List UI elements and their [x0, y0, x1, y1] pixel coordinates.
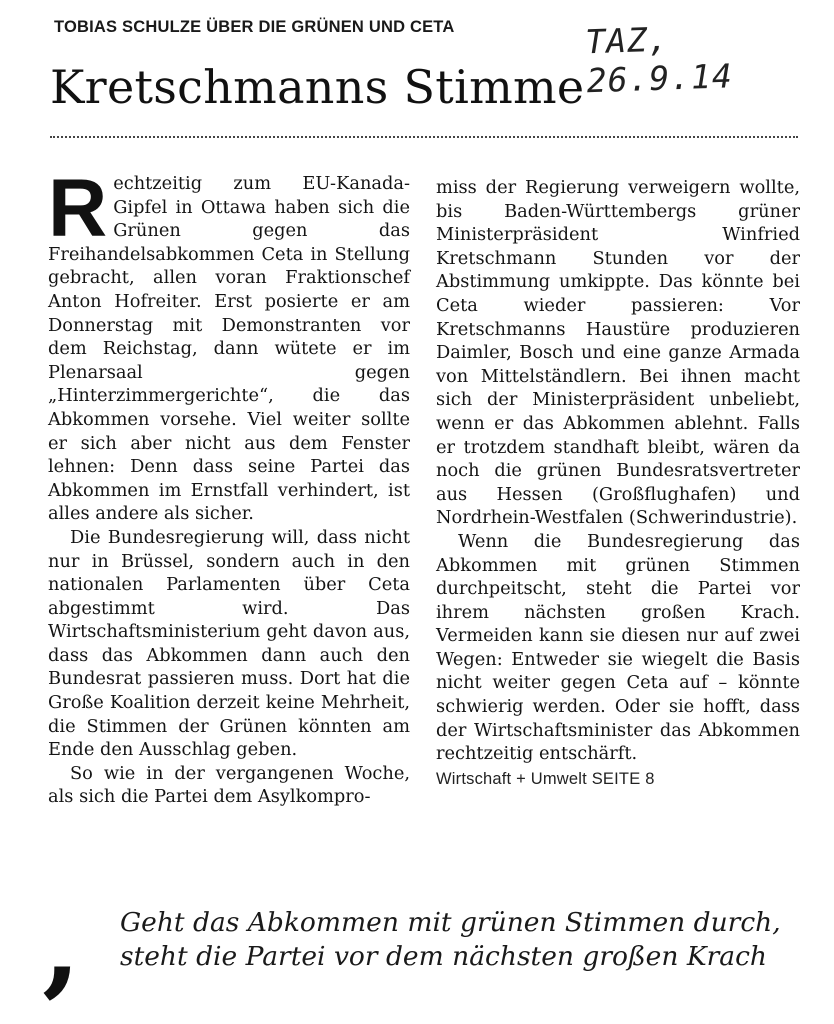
kicker: TOBIAS SCHULZE ÜBER DIE GRÜNEN UND CETA — [54, 18, 455, 36]
divider — [50, 136, 798, 138]
paragraph-text: echtzeitig zum EU-Kanada-Gipfel in Ottawa haben sich die Grünen gegen das Freihandelsabkommen Ceta in Stellung gebracht, allen voran Fraktionschef Anton Hofreiter. Erst posierte er am Donnerstag mit Demonstranten vor dem Reichstag, dann wütete er im Plenarsaal gegen „Hinterzimmergerichte“, die das Abkommen vorsehe. Viel weiter sollte er sich aber nicht aus dem Fenster lehnen: Denn dass seine Partei das Abkommen im Ernstfall verhindert, ist alles andere als sicher. — [48, 173, 410, 525]
article-paragraph: Die Bundesregierung will, dass nicht nur in Brüssel, sondern auch in den nationalen Parlamenten über Ceta abgestimmt wird. Das Wirtschaftsministerium geht davon aus, dass das Abkommen dann auch den Bundesrat passieren muss. Dort hat die Große Koalition derzeit keine Mehrheit, die Stimmen der Grünen könnten am Ende den Ausschlag geben. — [48, 526, 410, 761]
article-paragraph: Wenn die Bundesregierung das Abkommen mit grünen Stimmen durchpeitscht, steht die Partei vor ihrem nächsten großen Krach. Vermeiden kann sie diesen nur auf zwei Wegen: Entweder sie wiegelt die Basis nicht weiter gegen Ceta auf – könnte schwierig werden. Oder sie hofft, dass der Wirtschaftsminister das Abkommen rechtzeitig entschärft. — [436, 530, 800, 765]
quote-mark-icon: ‚ — [40, 873, 82, 1014]
article-column-right — [436, 176, 800, 791]
page-reference: Wirtschaft + Umwelt SEITE 8 — [436, 769, 655, 788]
article-paragraph: miss der Regierung verweigern wollte, bis Baden-Württembergs grüner Ministerpräsident Winfried Kretschmann Stunden vor der Abstimmung umkippte. Das könnte bei Ceta wieder passieren: Vor Kretschmanns Haustüre produzieren Daimler, Bosch und eine ganze Armada von Mittelständlern. Bei ihnen macht sich der Ministerpräsident unbeliebt, wenn er das Abkommen ablehnt. Falls er trotzdem standhaft bleibt, wären da noch die grünen Bundesratsvertreter aus Hessen (Großflughafen) und Nordrhein-Westfalen (Schwerindustrie). — [436, 177, 800, 529]
pull-quote-line: steht die Partei vor dem nächsten großen Krach — [120, 941, 767, 972]
article-paragraph: So wie in der vergangenen Woche, als sich die Partei dem Asylkompro- — [48, 762, 410, 808]
article-paragraph — [48, 163, 410, 526]
pull-quote-line: Geht das Abkommen mit grünen Stimmen durch, — [120, 907, 781, 938]
pull-quote — [120, 906, 800, 974]
headline: Kretschmanns Stimme — [50, 60, 585, 114]
drop-cap: R — [48, 163, 108, 254]
handwritten-note: TAZ, 26.9.14 — [584, 19, 734, 101]
article-column-left — [48, 163, 410, 809]
